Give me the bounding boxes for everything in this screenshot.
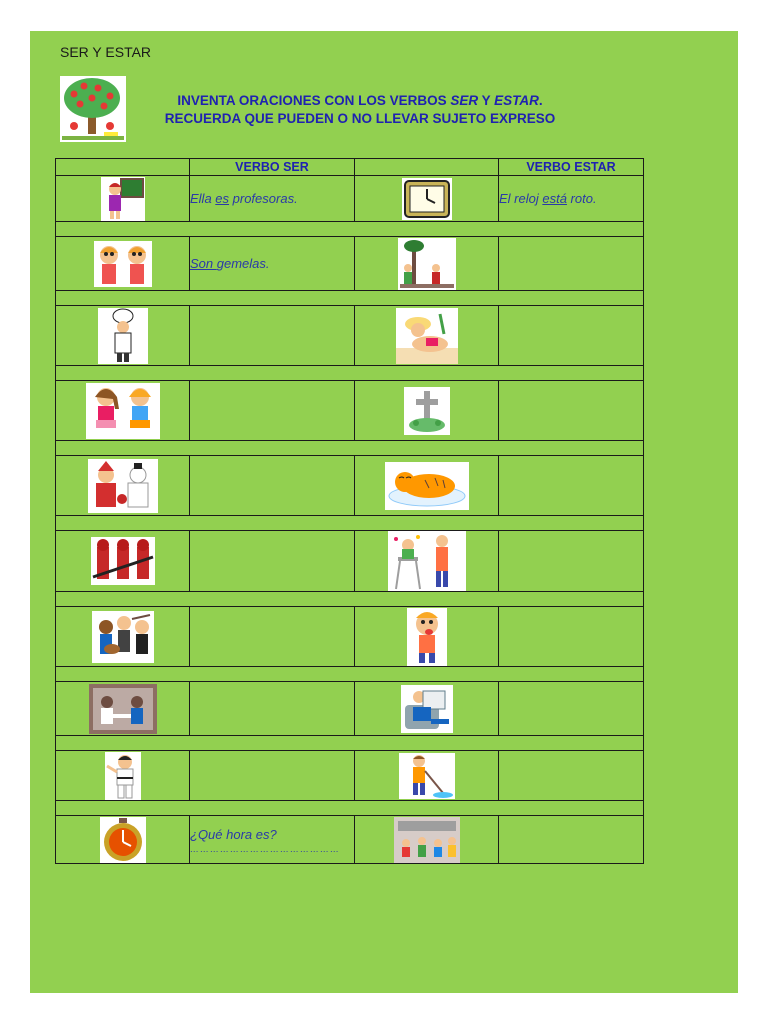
image-cell (56, 456, 190, 516)
image-cell (56, 531, 190, 592)
teacher-icon (101, 177, 145, 221)
table-row (56, 531, 644, 592)
instruction-text: . (538, 93, 543, 108)
answer-cell-ser[interactable] (190, 531, 355, 592)
chef-icon (98, 308, 148, 364)
spacer-row (56, 291, 644, 306)
spacer-row (56, 592, 644, 607)
spacer-row (56, 366, 644, 381)
image-cell (56, 682, 190, 736)
answer-cell-estar[interactable] (499, 176, 644, 222)
firefighters-icon (91, 537, 155, 585)
answer-cell-ser[interactable] (190, 456, 355, 516)
sentence-text: El reloj (499, 191, 543, 206)
sentence-text: gemelas. (216, 256, 270, 271)
sentence-text: Ella (190, 191, 216, 206)
spacer-row (56, 441, 644, 456)
image-cell (355, 176, 499, 222)
sick-boy-icon (407, 608, 447, 666)
instruction-text: Y (478, 93, 495, 108)
baby-highchair-icon (388, 531, 466, 591)
doctor-patient-icon (89, 684, 157, 734)
spacer-row (56, 736, 644, 751)
answer-cell-ser[interactable] (190, 751, 355, 801)
answer-cell-estar[interactable] (499, 306, 644, 366)
answer-cell-ser[interactable] (190, 381, 355, 441)
answer-cell-ser[interactable] (190, 682, 355, 736)
table-row (56, 751, 644, 801)
answer-cell-ser[interactable] (190, 306, 355, 366)
instruction-verb-estar: ESTAR (494, 93, 539, 108)
image-cell (355, 306, 499, 366)
table-row (56, 816, 644, 864)
spacer-row (56, 667, 644, 682)
santa-group-icon (88, 459, 158, 513)
mopping-man-icon (399, 753, 455, 799)
image-cell (56, 607, 190, 667)
answer-cell-ser[interactable] (190, 237, 355, 291)
header-cell-empty (56, 159, 190, 176)
verb-highlight: Son (190, 256, 217, 271)
musicians-icon (92, 611, 154, 663)
column-header-ser: VERBO SER (190, 159, 355, 176)
answer-cell-ser[interactable] (190, 176, 355, 222)
karate-boy-icon (105, 752, 141, 800)
spacer-row (56, 516, 644, 531)
table-row (56, 306, 644, 366)
answer-cell-estar[interactable] (499, 607, 644, 667)
spacer-row (56, 801, 644, 816)
verb-highlight: está (542, 191, 567, 206)
spacer-row (56, 222, 644, 237)
image-cell (355, 682, 499, 736)
twins-icon (94, 241, 152, 287)
page-title: SER Y ESTAR (60, 44, 152, 60)
sentence-text: profesoras. (229, 191, 298, 206)
gravestone-icon (404, 387, 450, 435)
table-header-row (56, 159, 644, 176)
verb-highlight: es (215, 191, 230, 206)
table-row (56, 607, 644, 667)
table-row (56, 176, 644, 222)
answer-cell-estar[interactable] (499, 237, 644, 291)
answer-cell-estar[interactable] (499, 381, 644, 441)
image-cell (355, 456, 499, 516)
answer-dotted-line: ……………………………………… (190, 843, 340, 854)
instruction-line-2: RECUERDA QUE PUEDEN O NO LLEVAR SUJETO EXPRESO (164, 111, 556, 126)
instructions (140, 92, 580, 128)
image-cell (355, 531, 499, 592)
garden-kids-icon (398, 238, 456, 290)
exercise-table (55, 158, 644, 864)
instruction-verb-ser: SER (450, 93, 479, 108)
image-cell (56, 237, 190, 291)
answer-cell-ser[interactable] (190, 816, 355, 864)
reading-man-icon (401, 685, 453, 733)
instruction-line-1 (140, 92, 580, 110)
clock-icon (402, 178, 452, 220)
answer-cell-estar[interactable] (499, 456, 644, 516)
image-cell (355, 381, 499, 441)
answer-cell-estar[interactable] (499, 531, 644, 592)
question-text: ¿Qué hora es? (190, 826, 277, 842)
sentence-text: roto. (566, 191, 597, 206)
image-cell (355, 751, 499, 801)
table-row (56, 682, 644, 736)
answer-cell-estar[interactable] (499, 751, 644, 801)
classroom-icon (394, 817, 460, 863)
answer-cell-estar[interactable] (499, 816, 644, 864)
image-cell (56, 306, 190, 366)
image-cell (355, 237, 499, 291)
answer-cell-estar[interactable] (499, 682, 644, 736)
image-cell (355, 816, 499, 864)
stopwatch-icon (100, 817, 146, 863)
table-row (56, 237, 644, 291)
image-cell (56, 751, 190, 801)
answer-cell-ser[interactable] (190, 607, 355, 667)
sleeping-cat-icon (385, 462, 469, 510)
header-cell-empty (355, 159, 499, 176)
sunbathing-woman-icon (396, 308, 458, 364)
image-cell (355, 607, 499, 667)
table-row (56, 381, 644, 441)
instruction-text: INVENTA ORACIONES CON LOS VERBOS (177, 93, 451, 108)
apple-tree-icon (60, 76, 126, 142)
girls-icon (86, 383, 160, 439)
image-cell (56, 816, 190, 864)
image-cell (56, 176, 190, 222)
image-cell (56, 381, 190, 441)
column-header-estar: VERBO ESTAR (499, 159, 644, 176)
table-row (56, 456, 644, 516)
